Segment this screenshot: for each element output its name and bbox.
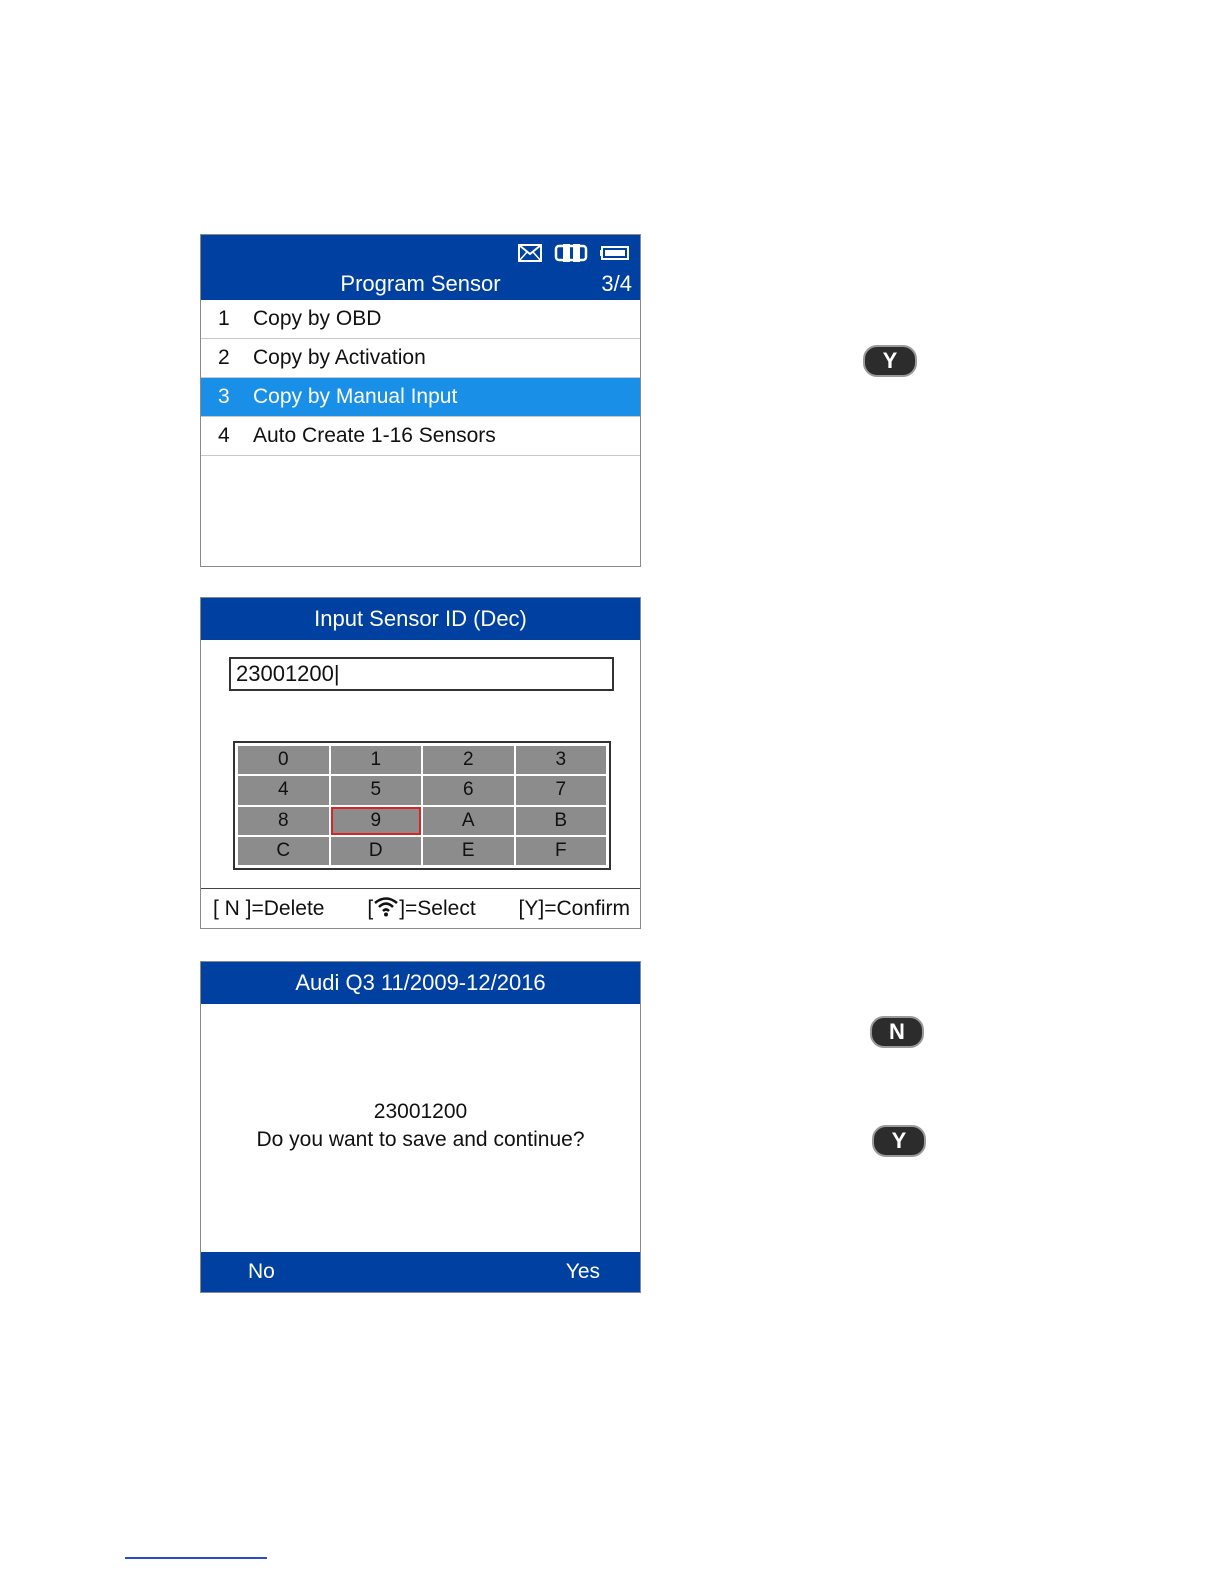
page-count: 3/4 (601, 271, 632, 296)
sensor-id-input[interactable]: 23001200| (229, 657, 614, 691)
key-d[interactable]: D (331, 837, 422, 865)
softkey-bar (201, 1252, 640, 1292)
menu-item-auto-create-sensors[interactable] (201, 417, 640, 456)
save-confirmation-screen (200, 961, 641, 1293)
menu-item-copy-by-manual-input[interactable] (201, 378, 640, 417)
key-4[interactable]: 4 (238, 776, 329, 804)
key-hints-footer (201, 888, 640, 929)
key-e[interactable]: E (423, 837, 514, 865)
menu-item-copy-by-obd[interactable] (201, 300, 640, 339)
select-hint-prefix: [ (367, 897, 374, 920)
key-2[interactable]: 2 (423, 746, 514, 774)
yes-softkey[interactable]: Yes (565, 1260, 600, 1283)
mail-icon (518, 244, 542, 267)
sensor-id-value: 23001200 (373, 1100, 468, 1123)
n-button[interactable]: N (870, 1016, 924, 1048)
hex-keypad (233, 741, 611, 870)
screen-title: Input Sensor ID (Dec) (314, 606, 527, 631)
save-question: Do you want to save and continue? (256, 1128, 585, 1151)
select-hint (367, 895, 475, 923)
menu-item-number: 2 (218, 346, 230, 369)
page-footer-rule (125, 1557, 267, 1559)
key-9[interactable]: 9 (331, 807, 422, 835)
menu-item-number: 4 (218, 424, 230, 447)
confirmation-dialog (201, 1098, 640, 1154)
battery-icon (600, 245, 632, 266)
program-sensor-screen (200, 234, 641, 567)
menu-item-number: 1 (218, 307, 230, 330)
no-softkey[interactable]: No (248, 1260, 275, 1283)
screen-header (201, 235, 640, 300)
screen-title: Program Sensor (340, 271, 501, 296)
status-icons (518, 241, 632, 269)
y-button[interactable]: Y (863, 345, 917, 377)
menu-item-label: Copy by Activation (253, 346, 426, 369)
screen-header (201, 598, 640, 640)
key-1[interactable]: 1 (331, 746, 422, 774)
key-6[interactable]: 6 (423, 776, 514, 804)
menu-item-copy-by-activation[interactable] (201, 339, 640, 378)
input-sensor-id-screen (200, 597, 641, 929)
key-c[interactable]: C (238, 837, 329, 865)
key-7[interactable]: 7 (516, 776, 607, 804)
confirm-hint: [Y]=Confirm (518, 897, 630, 920)
key-8[interactable]: 8 (238, 807, 329, 835)
key-b[interactable]: B (516, 807, 607, 835)
screen-header (201, 962, 640, 1004)
key-0[interactable]: 0 (238, 746, 329, 774)
delete-hint: [ N ]=Delete (213, 897, 325, 920)
vehicle-title: Audi Q3 11/2009-12/2016 (295, 970, 546, 995)
y-button[interactable]: Y (872, 1125, 926, 1157)
menu-item-label: Copy by Manual Input (253, 385, 458, 408)
vci-connection-icon (554, 243, 588, 268)
key-5[interactable]: 5 (331, 776, 422, 804)
wireless-icon (373, 895, 399, 923)
menu-item-label: Copy by OBD (253, 307, 382, 330)
select-hint-suffix: ]=Select (399, 897, 476, 920)
key-a[interactable]: A (423, 807, 514, 835)
key-f[interactable]: F (516, 837, 607, 865)
key-3[interactable]: 3 (516, 746, 607, 774)
menu-item-label: Auto Create 1-16 Sensors (253, 424, 496, 447)
menu-item-number: 3 (218, 385, 230, 408)
